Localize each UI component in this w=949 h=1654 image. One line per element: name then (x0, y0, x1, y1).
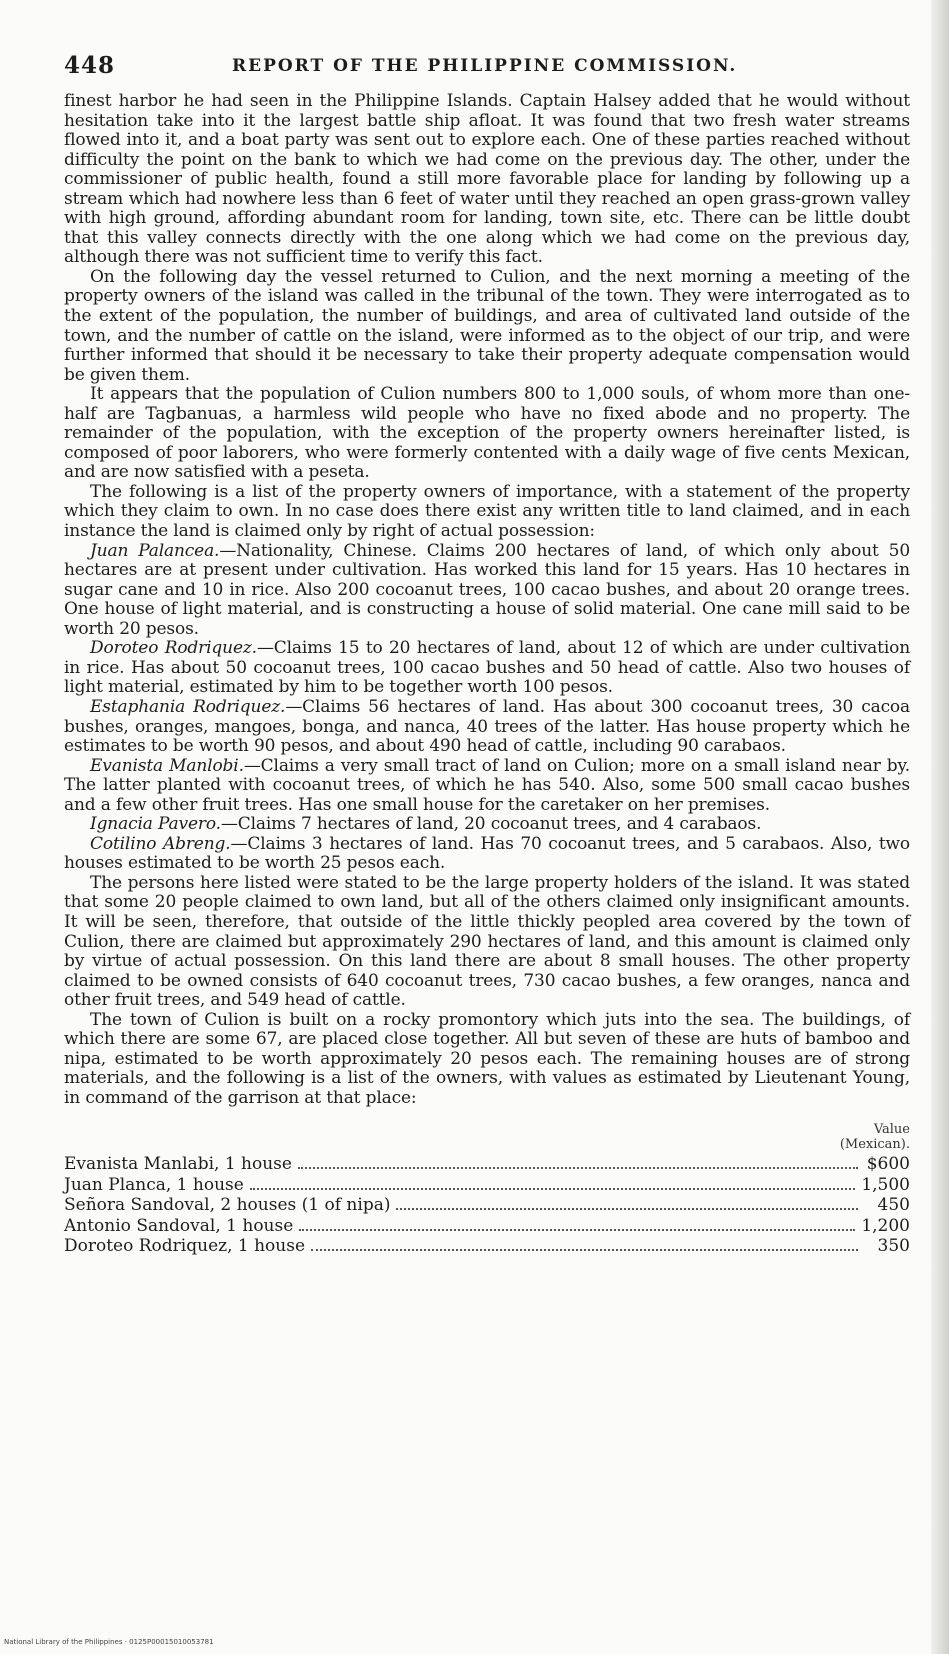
dot-leader (396, 1208, 858, 1210)
paragraph-property-summary: The persons here listed were stated to be the large property holders of the island. It was stated that some 20 people claimed to own land, but all of the others claimed only insignificant amounts. It will be seen, therefore, that outside of the little thickly peopled area covered by the town of Culion, there are claimed but approximately 290 hectares of land, and this amount is claimed only by virtue of actual possession. On this land there are about 8 small houses. The other property claimed to be owned consists of 640 cocoanut trees, 730 cacao bushes, a few oranges, nanca and other fruit trees, and 549 head of cattle. (64, 872, 910, 1011)
page-header (64, 40, 910, 92)
owner-description: —Claims 15 to 20 hectares of land, about 12 of which are under cultivation in rice. Has about 50 cocoanut trees, 100 cacao bushes and 50 head of cattle. Also two houses of light material, estimated by him to be together worth 100 pesos. (64, 638, 911, 698)
house-value: 350 (877, 1236, 910, 1257)
paragraph-harbor: finest harbor he had seen in the Philippine Islands. Captain Halsey added that he would without hesitation take into it the largest battle ship afloat. It was found that two fresh water streams flowed into it, and a boat party was sent out to explore each. One of these parties reached without difficulty the point on the bank to which we had come on the previous day. The other, under the commissioner of public health, found a still more favorable place for landing by following up a stream which had nowhere less than 6 feet of water until they reached an open grass-grown valley with high ground, affording abundant room for landing, town site, etc. There can be little doubt that this valley connects directly with the one along which we had come on the previous day, although there was not sufficient time to verify this fact. (64, 91, 910, 268)
owner-entry (64, 639, 910, 698)
owner-description: —Claims 56 hectares of land. Has about 300 cocoanut trees, 30 cacoa bushes, oranges, mangoes, bonga, and nanca, 40 trees of the latter. Has house property which he estimates to be worth 90 pesos, and about 490 head of cattle, including 90 carabaos. (64, 696, 911, 757)
paragraph-population: It appears that the population of Culion numbers 800 to 1,000 souls, of whom more than one-half are Tagbanuas, a harmless wild people who have no fixed abode and no property. The remainder of the population, with the exception of the property owners hereinafter listed, is composed of poor laborers, who were formerly contented with a daily wage of five cents Mexican, and are now satisfied with a peseta. (64, 384, 910, 483)
house-value: 1,200 (861, 1215, 910, 1236)
house-row (64, 1195, 910, 1216)
dot-leader (311, 1249, 858, 1251)
house-row (64, 1175, 910, 1196)
owner-name: Evanista Manlobi. (90, 755, 244, 776)
value-header-label: Value (873, 1122, 910, 1138)
house-value: 1,500 (861, 1174, 910, 1195)
owner-entry (64, 542, 910, 640)
house-row (64, 1216, 910, 1237)
house-owner: Señora Sandoval, 2 houses (1 of nipa) (64, 1195, 391, 1216)
owner-name: Estaphania Rodriquez. (90, 696, 286, 717)
house-value: 450 (877, 1195, 910, 1216)
owner-entry (64, 757, 910, 816)
owner-entry (64, 835, 910, 874)
house-owner: Doroteo Rodriquez, 1 house (64, 1236, 306, 1257)
owner-name: Doroteo Rodriquez. (90, 638, 257, 659)
house-value-list (64, 1154, 910, 1257)
owner-description: —Claims 7 hectares of land, 20 cocoanut trees, and 4 carabaos. (220, 814, 762, 835)
house-row (64, 1236, 910, 1257)
owner-description: —Claims 3 hectares of land. Has 70 cocoanut trees, and 5 carabaos. Also, two houses estimated to be worth 25 pesos each. (64, 833, 911, 874)
value-header-currency: (Mexican). (839, 1137, 910, 1153)
report-page (64, 40, 910, 1257)
owner-name: Juan Palancea. (90, 540, 220, 561)
owner-entry (64, 698, 910, 757)
house-owner: Antonio Sandoval, 1 house (64, 1215, 294, 1236)
owner-name: Ignacia Pavero. (90, 814, 221, 835)
paragraph-town-description: The town of Culion is built on a rocky promontory which juts into the sea. The buildings, of which there are some 67, are placed close together. All but seven of these are huts of bamboo and nipa, estimated to be worth approximately 20 pesos each. The remaining houses are of strong materials, and the following is a list of the owners, with values as estimated by Lieutenant Young, in command of the garrison at that place: (64, 1009, 910, 1108)
house-owner: Evanista Manlabi, 1 house (64, 1154, 292, 1175)
value-column-header (64, 1122, 910, 1152)
paragraph-meeting: On the following day the vessel returned to Culion, and the next morning a meeting of the property owners of the island was called in the tribunal of the town. They were interrogated as to the extent of the population, the number of buildings, and area of cultivated land outside of the town, and the number of cattle on the island, were informed as to the object of our trip, and were further informed that should it be necessary to take their property adequate compensation would be given them. (64, 266, 910, 385)
dot-leader (298, 1167, 858, 1169)
owner-description: —Claims a very small tract of land on Culion; more on a small island near by. The latter planted with cocoanut trees, of which he has 540. Also, some 500 small cacao bushes and a few other fruit trees. Has one small house for the caretaker on her premises. (64, 755, 910, 815)
owner-name: Cotilino Abreng. (90, 833, 231, 854)
page-number: 448 (64, 52, 116, 79)
scan-edge-shadow (931, 0, 949, 1654)
report-body (64, 92, 910, 1108)
house-owner: Juan Planca, 1 house (64, 1174, 244, 1195)
dot-leader (299, 1229, 855, 1231)
house-row (64, 1154, 910, 1175)
running-title: REPORT OF THE PHILIPPINE COMMISSION. (232, 56, 738, 76)
owner-description: —Nationality, Chinese. Claims 200 hectares of land, of which only about 50 hectares are at present under cultivation. Has worked this land for 15 years. Has 10 hectares in sugar cane and 10 in rice. Also 200 cocoanut trees, 100 cacao bushes, and about 20 orange trees. One house of light material, and is constructing a house of solid material. One cane mill said to be worth 20 pesos. (64, 540, 910, 639)
paragraph-owner-intro: The following is a list of the property owners of importance, with a statement of the property which they claim to own. In no case does there exist any written title to land claimed, and in each instance the land is claimed only by right of actual possession: (64, 481, 910, 542)
owner-entry (64, 815, 910, 835)
scan-credit: National Library of the Philippines · 0125P00015010053781 (4, 1638, 214, 1646)
house-value: $600 (866, 1154, 910, 1175)
dot-leader (250, 1188, 856, 1190)
